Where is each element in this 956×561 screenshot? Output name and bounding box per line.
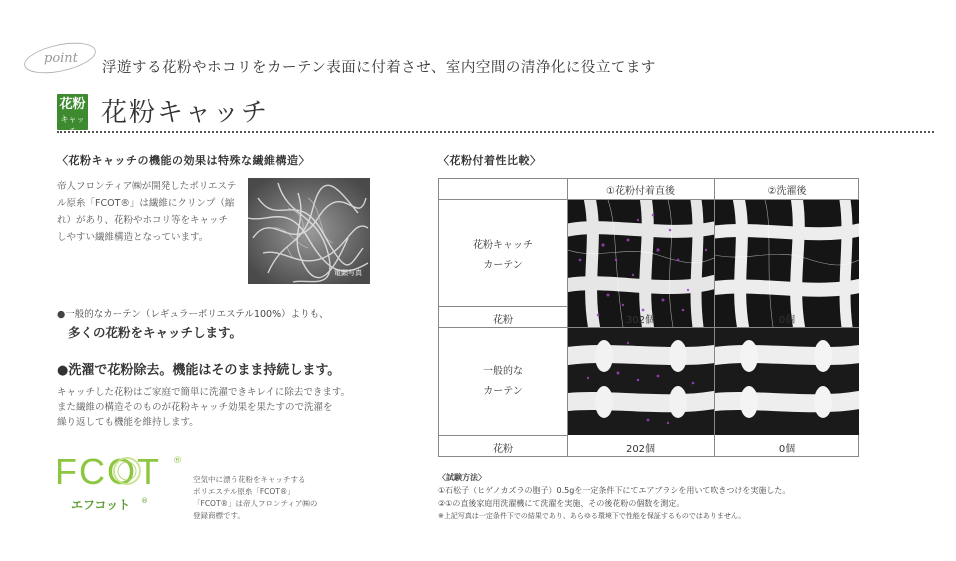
photo-regular-after-wash [715,328,859,435]
wash-line: また繊維の構造そのものが花粉キャッチ効果を果たすので洗濯を [57,402,333,413]
point-logo-text: point [44,51,78,66]
dotted-divider [57,131,934,133]
notes-disclaimer: ※上記写真は一定条件下での結果であり、あらゆる環境下で性能を保証するものではありません。 [438,512,746,520]
bullet-washable: ●洗濯で花粉除去。機能はそのまま持続します。 [57,363,341,378]
wash-line: キャッチした花粉はご家庭で簡単に洗濯できキレイに除去できます。 [57,387,351,398]
row-label-line: 花粉キャッチ [473,240,533,251]
fcot-desc-line: 「FCOT®」は帝人フロンティア㈱の [193,499,318,508]
col-header-after-adhesion: ①花粉付着直後 [606,186,675,197]
fcot-desc-line: ポリエステル原糸「FCOT®」 [193,487,295,496]
row-count-label: 花粉 [493,315,513,326]
count-regular-after-wash: 0個 [778,444,796,455]
fcot-logo-text: FCOT [55,451,161,492]
wash-line: 繰り返しても機能を維持します。 [57,417,199,428]
badge-line1: 花粉 [59,97,86,112]
fiber-section-heading: 〈花粉キャッチの機能の効果は特殊な繊維構造〉 [57,154,310,167]
wash-description [57,385,387,430]
bullet-regular-comparison: ●一般的なカーテン（レギュラーポリエステル100%）よりも、 [57,309,329,320]
row-label-line: カーテン [483,386,523,397]
row-label-pollen-catch [439,236,567,276]
badge-line2: キャッチ [60,115,85,136]
fcot-desc-line: 空気中に漂う花粉をキャッチする [193,475,306,484]
row-label-regular [439,362,567,402]
notes-line: ②①の直後家庭用洗濯機にて洗濯を実施、その後花粉の個数を測定。 [438,499,685,508]
fiber-description: 帝人フロンティア㈱が開発したポリエステル原糸「FCOT®」は繊維にクリンプ（縮れ）があり、花粉やホコリ等をキャッチしやすい繊維構造となっています。 [57,181,237,243]
photo-catch-after-adhesion [568,200,714,327]
test-method-notes [438,471,918,523]
bullet-more-pollen: 多くの花粉をキャッチします。 [68,325,243,340]
tagline: 浮遊する花粉やホコリをカーテン表面に付着させ、室内空間の清浄化に役立てます [102,60,656,76]
photo-regular-after-adhesion [568,328,714,435]
notes-line: ①石松子（ヒゲノカズラの胞子）0.5gを一定条件下にてエアブラシを用いて吹きつけを実施した。 [438,486,791,495]
comparison-heading: 〈花粉付着性比較〉 [438,154,542,167]
row-label-line: 一般的な [483,366,523,377]
count-catch-after-adhesion: 302個 [625,315,656,326]
row-count-label: 花粉 [493,444,513,455]
row-label-line: カーテン [483,260,523,271]
comparison-table [438,178,859,457]
fcot-kana-reg: ® [141,497,148,505]
fcot-desc-line: 登録商標です。 [193,511,245,520]
notes-title: 〈試験方法〉 [438,473,486,482]
count-catch-after-wash: 0個 [778,315,796,326]
count-regular-after-adhesion: 202個 [625,444,656,455]
point-logo [20,40,100,74]
electron-microscope-photo [248,178,370,284]
page-title: 花粉キャッチ [101,98,270,128]
col-header-after-wash: ②洗濯後 [767,186,807,197]
fcot-description [193,474,333,522]
photo-catch-after-wash [715,200,859,327]
photo-caption: 電顕写真 [334,269,362,277]
pollen-catch-badge [57,94,88,136]
fcot-kana: エフコット [71,498,131,512]
fcot-reg-mark: ® [173,456,182,466]
fcot-logo [55,449,185,519]
